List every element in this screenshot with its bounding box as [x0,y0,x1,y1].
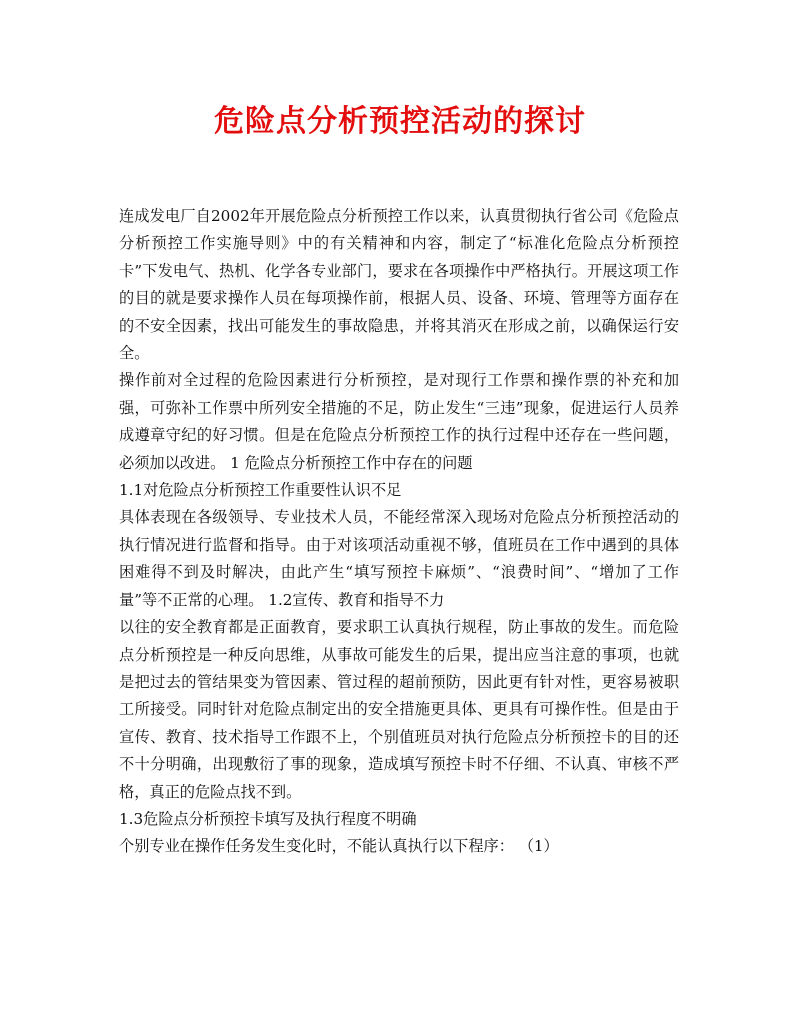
paragraph-1-1: 具体表现在各级领导、专业技术人员，不能经常深入现场对危险点分析预控活动的执行情况进行监督和指导。由于对该项活动重视不够，值班员在工作中遇到的具体困难得不到及时解决，由此产生“填写预控卡麻烦”、“浪费时间”、“增加了工作量”等不正常的心理。 1.2宣传、教育和指导不力 [119,508,679,609]
document-body [119,203,679,861]
section-heading-1-1: 1.1对危险点分析预控工作重要性认识不足 [119,481,402,500]
section-heading-1-3: 1.3危险点分析预控卡填写及执行程度不明确 [119,809,417,828]
document-title: 危险点分析预控活动的探讨 [214,104,586,139]
paragraph-intro: 连成发电厂自2002年开展危险点分析预控工作以来，认真贯彻执行省公司《危险点分析预控工作实施导则》中的有关精神和内容，制定了“标准化危险点分析预控卡”下发电气、热机、化学各专业部门，要求在各项操作中严格执行。开展这项工作的目的就是要求操作人员在每项操作前，根据人员、设备、环境、管理等方面存在的不安全因素，找出可能发生的事故隐患，并将其消灭在形成之前，以确保运行安全。 [119,207,679,363]
paragraph-purpose: 操作前对全过程的危险因素进行分析预控，是对现行工作票和操作票的补充和加强，可弥补工作票中所列安全措施的不足，防止发生“三违”现象，促进运行人员养成遵章守纪的好习惯。但是在危险点分析预控工作的执行过程中还存在一些问题，必须加以改进。 1 危险点分析预控工作中存在的问题 [119,371,679,472]
paragraph-1-3: 个别专业在操作任务发生变化时，不能认真执行以下程序： （1） [119,837,559,856]
paragraph-1-2: 以往的安全教育都是正面教育，要求职工认真执行规程，防止事故的发生。而危险点分析预控是一种反向思维，从事故可能发生的后果，提出应当注意的事项，也就是把过去的管结果变为管因素、管过程的超前预防，因此更有针对性，更容易被职工所接受。同时针对危险点制定出的安全措施更具体、更具有可操作性。但是由于宣传、教育、技术指导工作跟不上，个别值班员对执行危险点分析预控卡的目的还不十分明确，出现敷衍了事的现象，造成填写预控卡时不仔细、不认真、审核不严格，真正的危险点找不到。 [119,618,679,801]
